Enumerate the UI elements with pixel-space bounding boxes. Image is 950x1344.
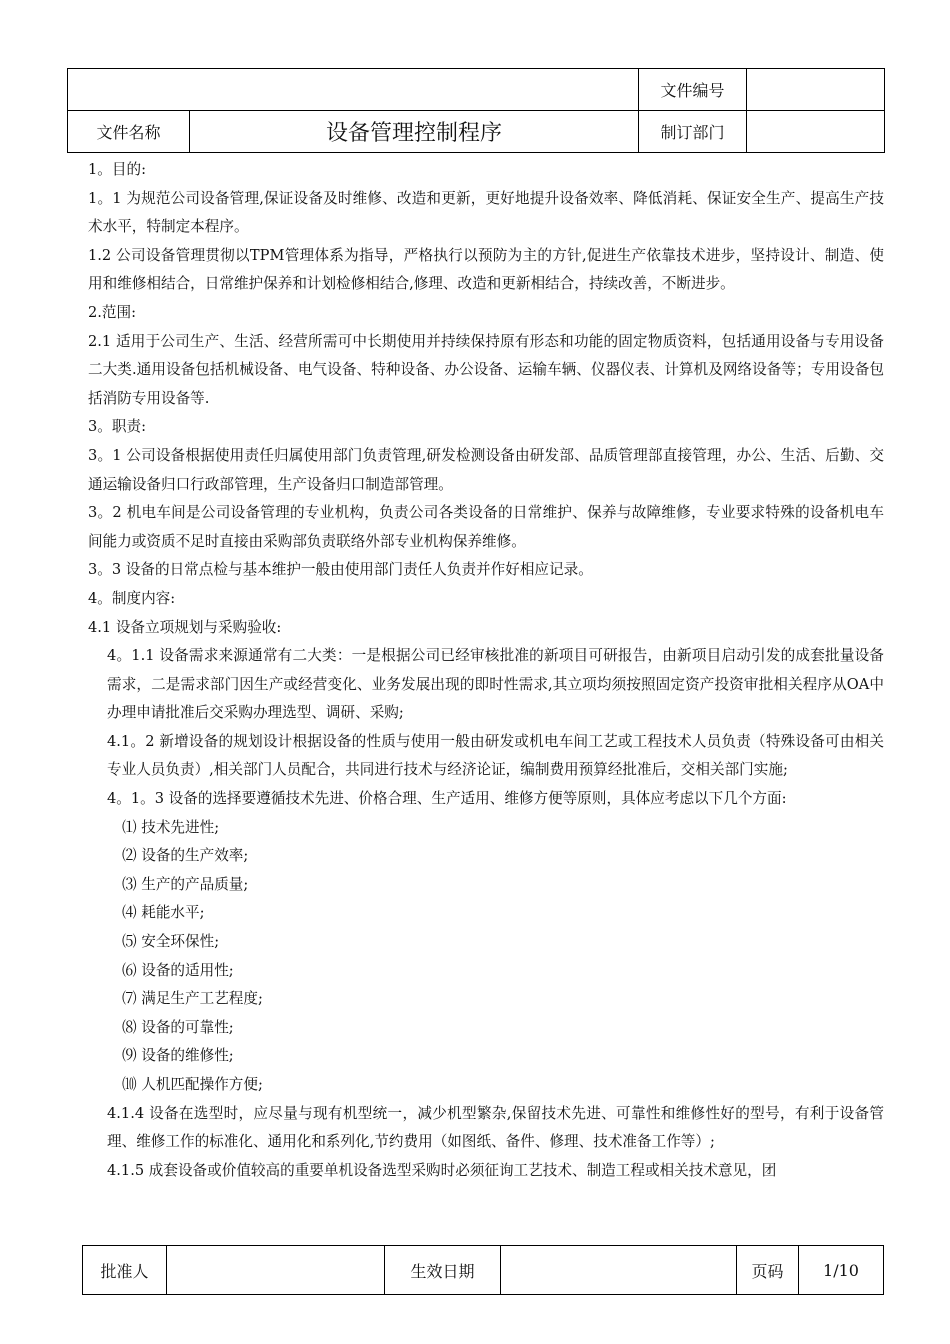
list-item: ⑺ 满足生产工艺程度; (122, 990, 263, 1008)
page-number: 1/10 (799, 1246, 884, 1295)
list-item: ⑼ 设备的维修性; (122, 1047, 234, 1065)
doc-name-label: 文件名称 (68, 111, 190, 153)
doc-number-label: 文件编号 (639, 69, 747, 111)
document-footer-table (82, 1245, 884, 1295)
effective-date-label: 生效日期 (385, 1246, 501, 1295)
approver-label: 批准人 (83, 1246, 167, 1295)
paragraph: 2.1 适用于公司生产、生活、经营所需可中长期使用并持续保持原有形态和功能的固定物质资料，包括通用设备与专用设备二大类.通用设备包括机械设备、电气设备、特种设备、办公设备、运输车辆、仪器仪表、计算机及网络设备等；专用设备包括消防专用设备等. (88, 332, 884, 407)
effective-date-value (501, 1246, 737, 1295)
list-item: ⑽ 人机匹配操作方便; (122, 1076, 263, 1093)
list-item: ⑻ 设备的可靠性; (122, 1018, 234, 1036)
paragraph: 4.1.5 成套设备或价值较高的重要单机设备选型采购时必须征询工艺技术、制造工程或相关技术意见，团 (107, 1161, 777, 1179)
paragraph: 4。制度内容: (88, 589, 176, 607)
document-body (88, 156, 884, 1185)
approver-value (167, 1246, 385, 1295)
list-item: ⑶ 生产的产品质量; (122, 875, 249, 893)
paragraph: 3。2 机电车间是公司设备管理的专业机构，负责公司各类设备的日常维护、保养与故障维修，专业要求特殊的设备机电车间能力或资质不足时直接由采购部负责联络外部专业机构保养维修。 (88, 504, 884, 550)
page-label: 页码 (737, 1246, 799, 1295)
paragraph: 1。1 为规范公司设备管理,保证设备及时维修、改造和更新，更好地提升设备效率、降低消耗、保证安全生产、提高生产技术水平，特制定本程序。 (88, 189, 884, 236)
list-item: ⑸ 安全环保性; (122, 933, 220, 951)
doc-title: 设备管理控制程序 (190, 111, 639, 153)
paragraph: 4。1。3 设备的选择要遵循技术先进、价格合理、生产适用、维修方便等原则，具体应考虑以下几个方面: (107, 790, 787, 808)
paragraph: 4.1。2 新增设备的规划设计根据设备的性质与使用一般由研发或机电车间工艺或工程技术人员负责（特殊设备可由相关专业人员负责）,相关部门人员配合，共同进行技术与经济论证，编制费用预算经批准后，交相关部门实施; (107, 732, 884, 779)
paragraph: 3。职责: (88, 418, 146, 436)
paragraph: 3。3 设备的日常点检与基本维护一般由使用部门责任人负责并作好相应记录。 (88, 561, 593, 579)
paragraph: 1。目的: (88, 161, 146, 178)
dept-value (747, 111, 885, 153)
paragraph: 2.范围: (88, 303, 137, 321)
list-item: ⑵ 设备的生产效率; (122, 847, 249, 865)
paragraph: 3。1 公司设备根据使用责任归属使用部门负责管理,研发检测设备由研发部、品质管理部直接管理，办公、生活、后勤、交通运输设备归口行政部管理，生产设备归口制造部管理。 (88, 446, 884, 493)
header-blank-cell (68, 69, 639, 111)
list-item: ⑴ 技术先进性; (122, 818, 220, 836)
paragraph: 1.2 公司设备管理贯彻以TPM管理体系为指导，严格执行以预防为主的方针,促进生产依靠技术进步，坚持设计、制造、使用和维修相结合，日常维护保养和计划检修相结合,修理、改造和更新相结合，持续改善，不断进步。 (88, 246, 884, 293)
document-header-table (67, 68, 885, 153)
paragraph: 4。1.1 设备需求来源通常有二大类：一是根据公司已经审核批准的新项目可研报告，由新项目启动引发的成套批量设备需求，二是需求部门因生产或经营变化、业务发展出现的即时性需求,其立项均须按照固定资产投资审批相关程序从OA中办理申请批准后交采购办理选型、调研、采购; (107, 647, 884, 722)
paragraph: 4.1 设备立项规划与采购验收: (88, 618, 282, 636)
dept-label: 制订部门 (639, 111, 747, 153)
list-item: ⑹ 设备的适用性; (122, 961, 234, 979)
doc-number-value (747, 69, 885, 111)
list-item: ⑷ 耗能水平; (122, 904, 205, 922)
paragraph: 4.1.4 设备在选型时，应尽量与现有机型统一，减少机型繁杂,保留技术先进、可靠性和维修性好的型号，有利于设备管理、维修工作的标准化、通用化和系列化,节约费用（如图纸、备件、修理、技术准备工作等）; (107, 1104, 884, 1151)
